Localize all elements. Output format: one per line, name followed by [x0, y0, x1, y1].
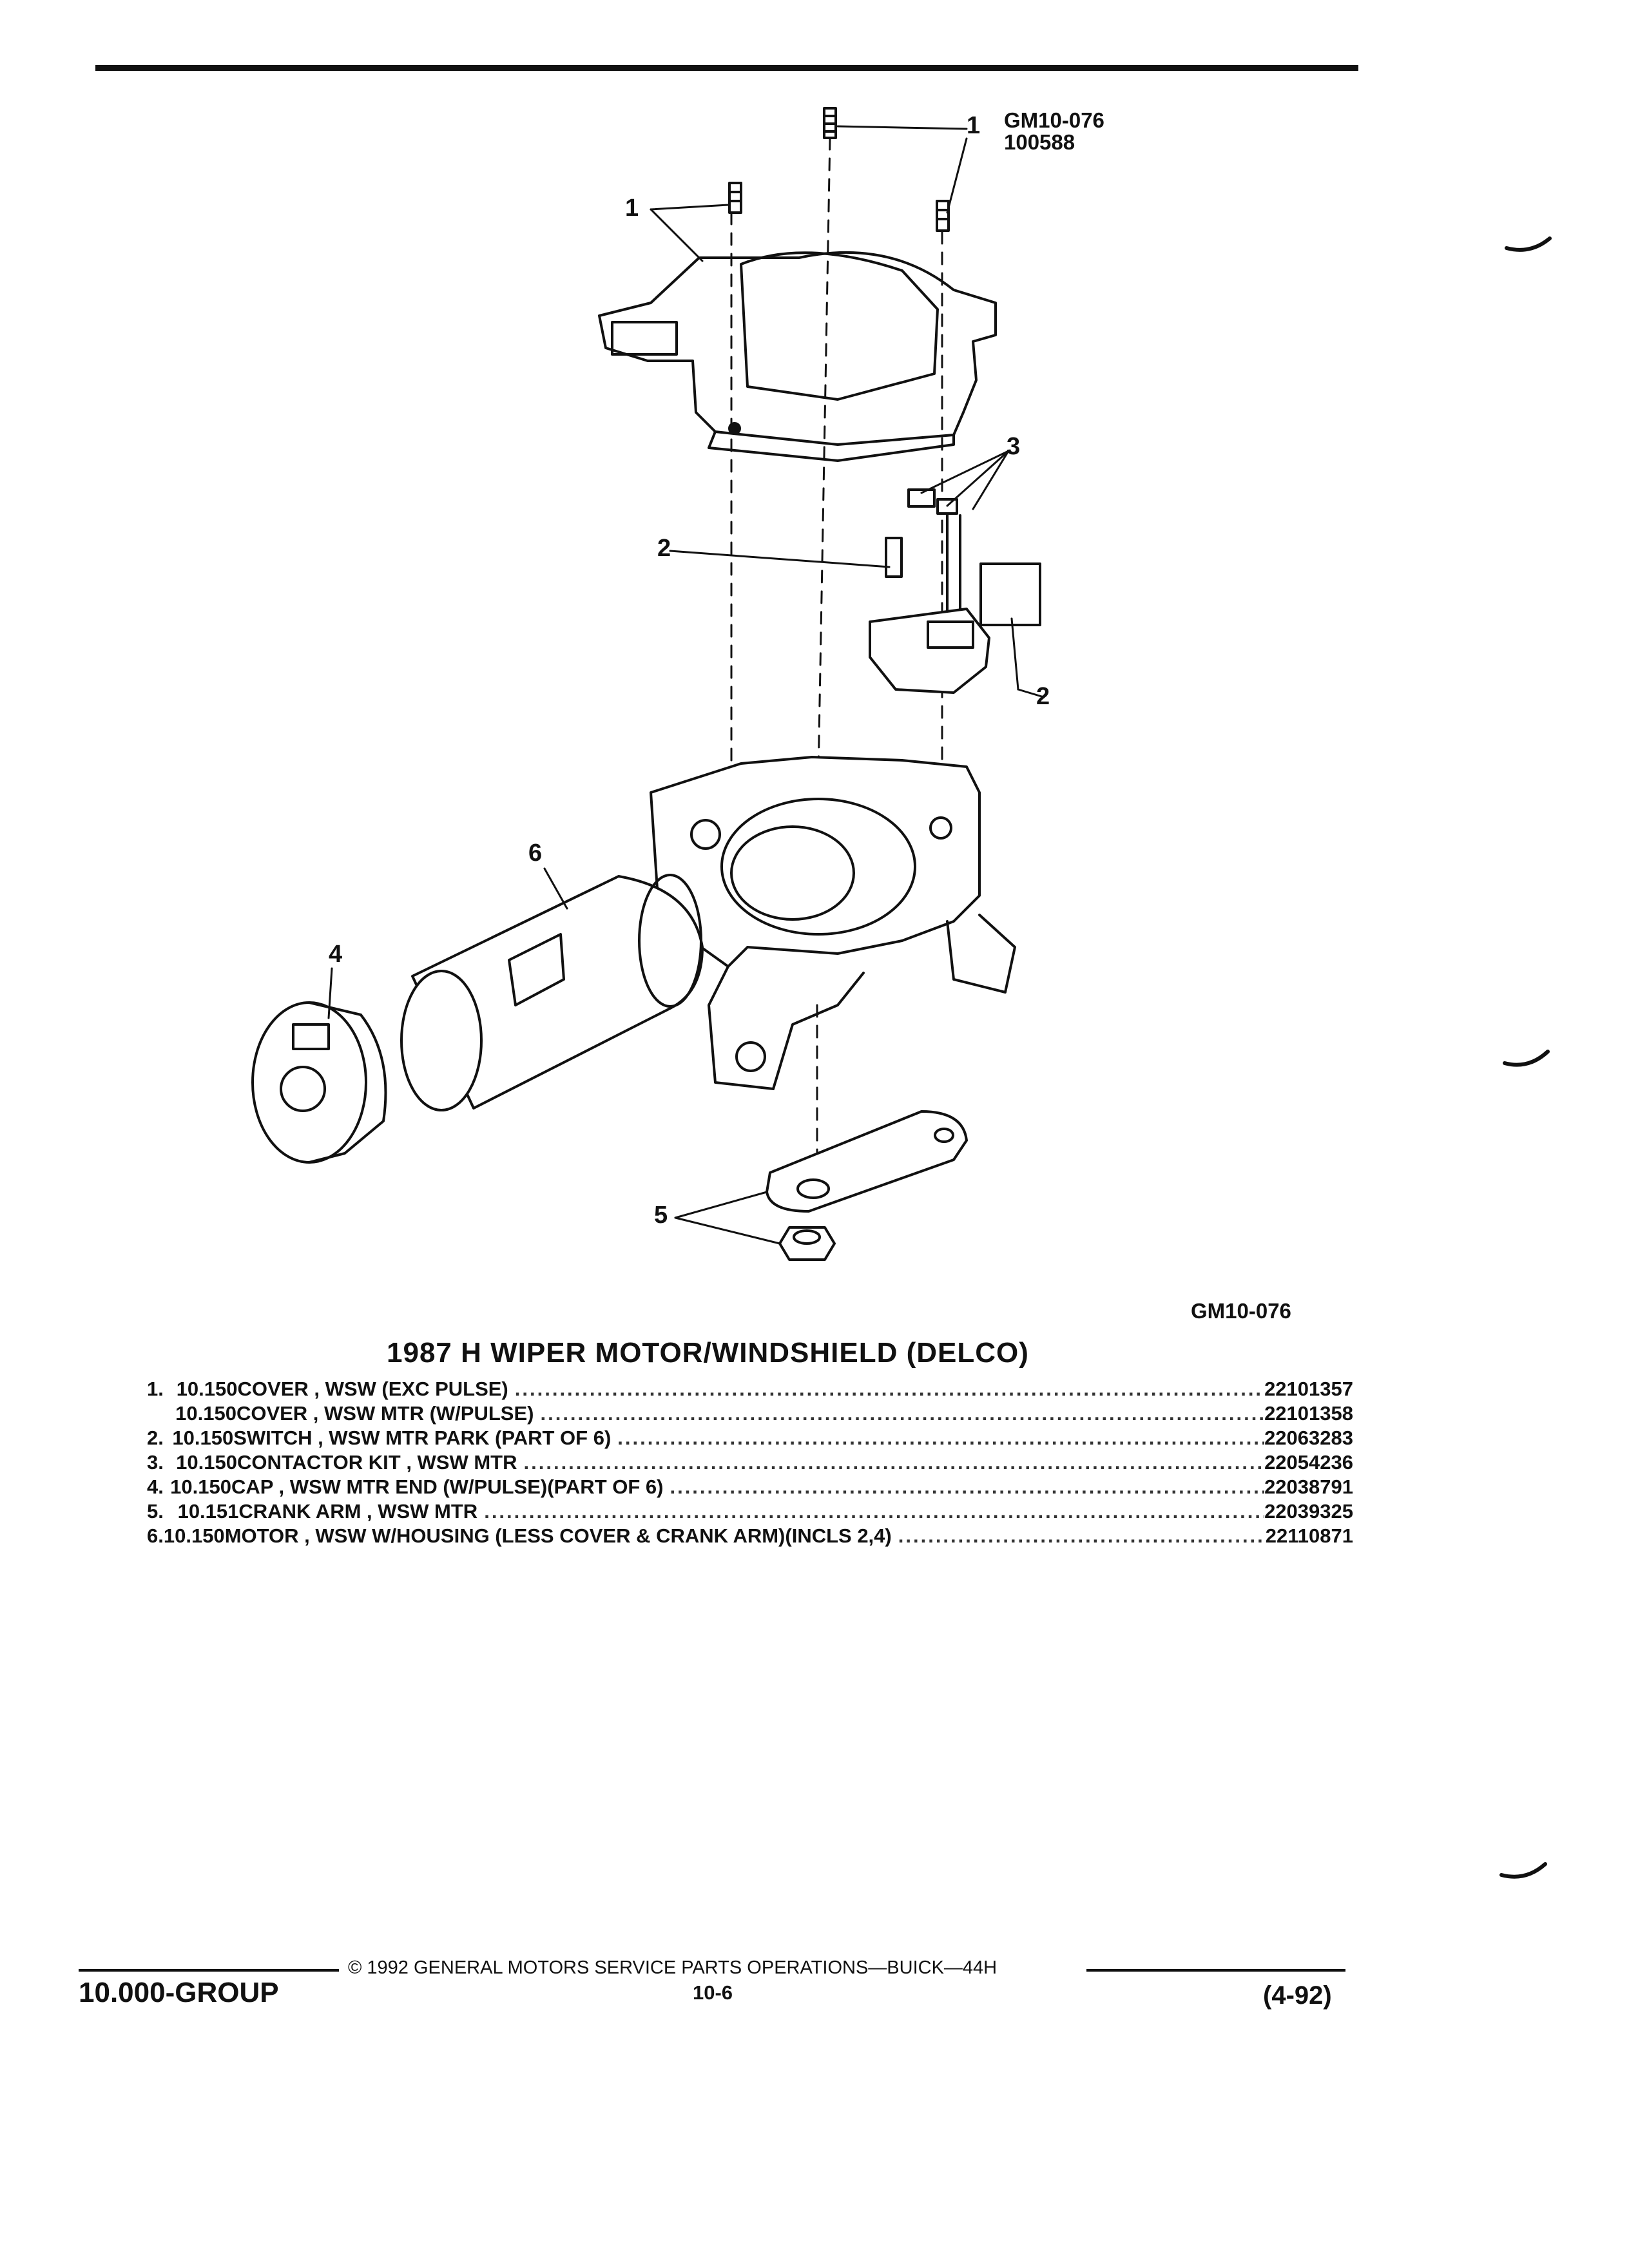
callout-5: 5 — [654, 1202, 668, 1229]
group-number: 10.150 — [163, 1524, 225, 1547]
item-number: 6. — [147, 1524, 164, 1547]
cover-screw — [729, 183, 741, 213]
group-number: 10.150 — [176, 1451, 237, 1474]
catalog-number: 100588 — [1004, 130, 1075, 154]
part-number: 22054236 — [1264, 1451, 1353, 1474]
part-number: 22063283 — [1264, 1427, 1353, 1449]
footer-rule — [1086, 1969, 1345, 1972]
motor-can — [401, 875, 702, 1110]
callout-1: 1 — [967, 112, 981, 139]
parts-row — [147, 1475, 1353, 1500]
part-description: SWITCH , WSW MTR PARK (PART OF 6) — [233, 1427, 612, 1449]
group-number: 10.150 — [175, 1402, 236, 1425]
leader-dots — [517, 1451, 1265, 1474]
cover-screw — [937, 201, 949, 231]
figure-code: GM10-076 — [1004, 108, 1104, 132]
part-description: MOTOR , WSW W/HOUSING (LESS COVER & CRANK ARM)(INCLS 2,4) — [224, 1524, 892, 1547]
item-number: 1. — [147, 1378, 164, 1400]
group-label: 10.000-GROUP — [79, 1977, 279, 2008]
item-number: 3. — [147, 1451, 164, 1474]
part-number: 22039325 — [1264, 1500, 1353, 1523]
callout-4: 4 — [329, 941, 343, 968]
figure-code-bottom: GM10-076 — [1191, 1299, 1291, 1323]
parts-row — [147, 1500, 1353, 1524]
callout-2: 2 — [1036, 683, 1050, 710]
leader-dots — [534, 1402, 1264, 1425]
park-switch — [870, 609, 989, 693]
part-number: 22101357 — [1264, 1378, 1353, 1400]
callout-1: 1 — [625, 195, 639, 222]
group-number: 10.150 — [170, 1475, 231, 1498]
page-number: 10-6 — [693, 1981, 733, 2004]
group-number: 10.150 — [176, 1378, 238, 1400]
revision-date: (4-92) — [1263, 1981, 1332, 2010]
parts-row — [147, 1427, 1353, 1451]
copyright-notice: © 1992 GENERAL MOTORS SERVICE PARTS OPERATIONS—BUICK—44H — [348, 1957, 998, 1978]
cover-screw — [824, 108, 836, 138]
contact-plate — [981, 564, 1040, 625]
item-number: 5. — [147, 1500, 164, 1523]
callout-3: 3 — [1007, 433, 1021, 460]
crank-arm-nut — [780, 1227, 834, 1260]
leader-dots — [477, 1500, 1264, 1523]
part-description: CAP , WSW MTR END (W/PULSE)(PART OF 6) — [231, 1475, 664, 1498]
footer-rule — [79, 1969, 339, 1972]
part-description: CRANK ARM , WSW MTR — [238, 1500, 478, 1523]
parts-row — [147, 1524, 1353, 1549]
parts-list — [147, 1378, 1353, 1549]
wiper-motor-cover — [599, 253, 996, 461]
park-switch-screw — [886, 538, 901, 577]
leader-dots — [508, 1378, 1264, 1401]
part-number: 22038791 — [1264, 1475, 1353, 1498]
parts-row — [147, 1402, 1353, 1427]
part-description: COVER , WSW (EXC PULSE) — [237, 1378, 508, 1400]
leader-dots — [611, 1427, 1264, 1450]
leader-dots — [892, 1524, 1266, 1548]
item-number: 2. — [147, 1427, 164, 1449]
part-description: CONTACTOR KIT , WSW MTR — [236, 1451, 517, 1474]
group-number: 10.151 — [177, 1500, 239, 1523]
parts-row — [147, 1451, 1353, 1475]
leader-dots — [663, 1475, 1264, 1499]
motor-end-cap — [253, 1003, 385, 1162]
contactor-kit — [909, 490, 960, 619]
gear-housing — [651, 757, 1015, 1089]
group-number: 10.150 — [172, 1427, 234, 1449]
item-number: 4. — [147, 1475, 164, 1498]
callout-2: 2 — [657, 535, 671, 562]
crank-arm — [767, 1111, 967, 1211]
page-title: 1987 H WIPER MOTOR/WINDSHIELD (DELCO) — [387, 1337, 1029, 1369]
part-number: 22101358 — [1264, 1402, 1353, 1425]
part-description: COVER , WSW MTR (W/PULSE) — [236, 1402, 534, 1425]
part-number: 22110871 — [1265, 1524, 1353, 1547]
callout-6: 6 — [528, 840, 543, 867]
parts-row — [147, 1378, 1353, 1402]
